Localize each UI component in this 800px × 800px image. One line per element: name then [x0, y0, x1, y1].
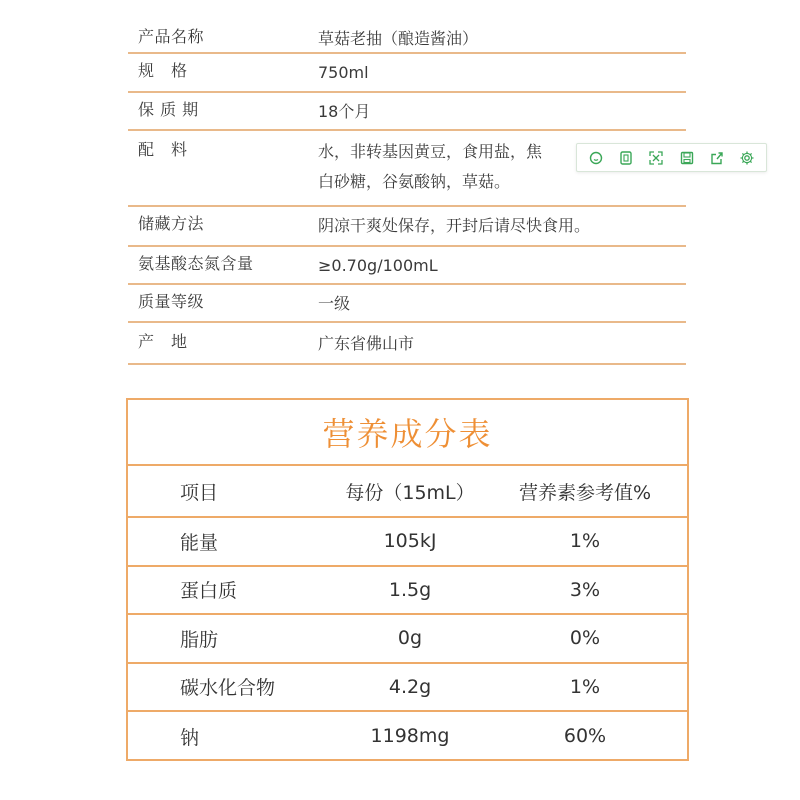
nutrition-row	[128, 518, 687, 567]
info-row-origin	[128, 323, 686, 365]
settings-icon	[739, 150, 755, 166]
nutrient-amount: 1198mg	[370, 725, 450, 748]
floating-image-toolbar	[576, 143, 767, 172]
info-label: 保 质 期	[138, 100, 199, 119]
info-value	[318, 289, 686, 319]
save-icon	[679, 150, 695, 166]
info-value	[318, 251, 686, 281]
info-value	[318, 329, 686, 359]
nutrient-amount: 1.5g	[388, 578, 432, 601]
nutrient-nrv: 60%	[563, 725, 607, 748]
share-button[interactable]	[706, 147, 728, 169]
nutrition-header-row	[128, 466, 687, 518]
nutrient-nrv: 1%	[569, 675, 601, 698]
nutrition-row	[128, 664, 687, 713]
info-value	[318, 58, 686, 88]
info-label: 质量等级	[138, 292, 205, 311]
info-value-line: 白砂糖，谷氨酸钠，草菇。	[318, 172, 511, 191]
nutrient-name: 碳水化合物	[180, 677, 276, 700]
info-label: 储藏方法	[138, 214, 205, 233]
info-value	[318, 24, 686, 54]
info-value-line: 阴凉干爽处保存，开封后请尽快食用。	[318, 216, 591, 235]
copy-icon	[618, 150, 634, 166]
nutrition-row	[128, 712, 687, 761]
info-row-amino-nitrogen	[128, 247, 686, 285]
nutrition-row	[128, 615, 687, 664]
info-value	[318, 211, 686, 241]
info-value-line: ≥0.70g/100mL	[318, 256, 438, 275]
expand-button[interactable]	[645, 147, 667, 169]
info-label: 产 地	[138, 332, 188, 351]
header-item: 项目	[180, 481, 219, 504]
nutrient-amount: 105kJ	[383, 530, 437, 553]
info-row-shelf-life	[128, 93, 686, 131]
info-label: 氨基酸态氮含量	[138, 254, 254, 273]
info-row-grade	[128, 285, 686, 323]
info-value-line: 水，非转基因黄豆，食用盐，焦	[318, 142, 543, 161]
nutrient-nrv: 0%	[569, 627, 601, 650]
header-per-serving: 每份（15mL）	[345, 481, 475, 504]
nutrient-name: 能量	[180, 531, 219, 554]
product-info-table	[128, 18, 686, 365]
info-value	[318, 97, 686, 127]
search-icon	[588, 150, 604, 166]
nutrient-name: 蛋白质	[180, 580, 238, 603]
info-value-line: 750ml	[318, 63, 369, 82]
info-value-line: 广东省佛山市	[318, 334, 415, 353]
expand-icon	[648, 150, 664, 166]
save-button[interactable]	[676, 147, 698, 169]
nutrient-name: 钠	[180, 726, 200, 749]
nutrition-title: 营养成分表	[128, 400, 687, 466]
search-button[interactable]	[585, 147, 607, 169]
info-value-line: 草菇老抽（酿造酱油）	[318, 29, 479, 48]
header-nrv: 营养素参考值%	[518, 481, 652, 504]
copy-button[interactable]	[615, 147, 637, 169]
settings-button[interactable]	[736, 147, 758, 169]
nutrition-row	[128, 567, 687, 616]
info-label: 配 料	[138, 140, 188, 159]
info-row-spec	[128, 54, 686, 93]
info-value-line: 一级	[318, 294, 351, 313]
nutrient-name: 脂肪	[180, 628, 219, 651]
info-row-name	[128, 18, 686, 54]
nutrient-amount: 0g	[397, 627, 423, 650]
info-label: 产品名称	[138, 27, 205, 46]
info-value-line: 18个月	[318, 102, 371, 121]
nutrition-facts-table	[126, 398, 689, 761]
nutrient-nrv: 3%	[569, 578, 601, 601]
info-label: 规 格	[138, 61, 188, 80]
nutrient-nrv: 1%	[569, 530, 601, 553]
info-row-storage	[128, 207, 686, 247]
nutrient-amount: 4.2g	[388, 675, 432, 698]
share-icon	[709, 150, 725, 166]
